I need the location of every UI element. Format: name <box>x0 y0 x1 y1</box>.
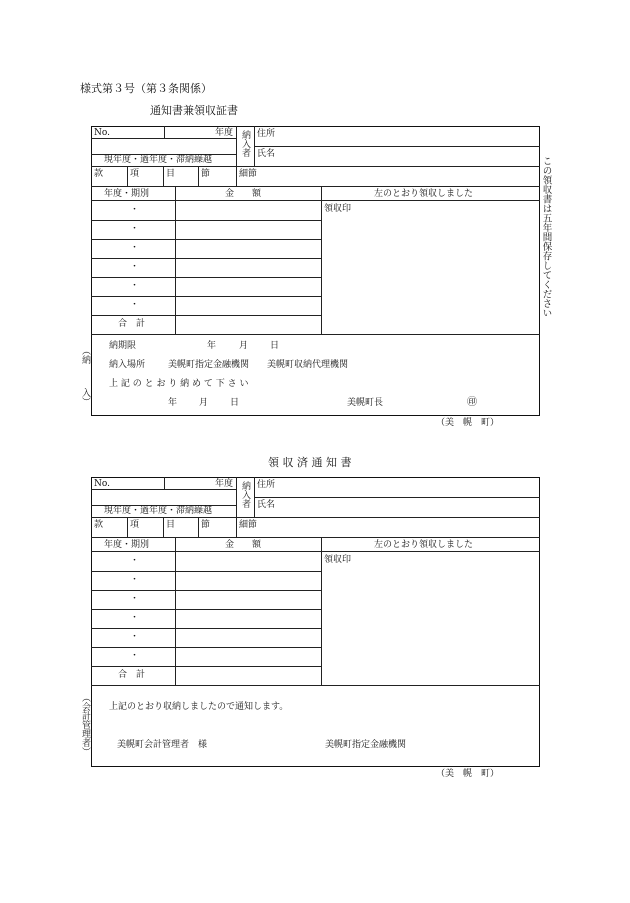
s1-payment-place-label: 納入場所 <box>109 360 146 370</box>
s2-year-type-label: 現年度・過年度・滞納繰越 <box>104 506 213 516</box>
s2-payer-label: 納入者 <box>240 481 250 508</box>
s1-mayor: 美幌町長 <box>347 398 384 408</box>
s1-footer: （美 幌 町） <box>436 418 500 428</box>
s1-row-dot: ・ <box>130 300 140 310</box>
s2-notice-text: 上記のとおり収納しましたので通知します。 <box>109 702 289 712</box>
s1-date-day: 日 <box>230 398 240 408</box>
s2-row-dot: ・ <box>130 594 140 604</box>
s1-row-dot: ・ <box>130 281 140 291</box>
s2-row-dot: ・ <box>130 556 140 566</box>
s1-deadline-label: 納期限 <box>109 341 137 351</box>
section2-frame <box>91 477 540 767</box>
s1-kan-label: 款 <box>94 169 104 179</box>
s1-row-dot: ・ <box>130 243 140 253</box>
s2-col-receipt: 左のとおり領収しました <box>374 540 474 550</box>
s2-row-dot: ・ <box>130 613 140 623</box>
s2-col-amount: 金 額 <box>225 540 262 550</box>
s1-col-receipt: 左のとおり領収しました <box>374 189 474 199</box>
s1-row-dot: ・ <box>130 205 140 215</box>
s1-side-left-bottom: 入） <box>80 388 90 406</box>
section2-title: 領 収 済 通 知 書 <box>268 456 352 469</box>
s1-instruction: 上 記 の と お り 納 め て 下 さ い <box>109 379 249 389</box>
s2-kan-label: 款 <box>94 520 104 530</box>
s1-receipt-stamp-label: 領収印 <box>324 204 352 214</box>
s1-date-year: 年 <box>168 398 178 408</box>
s1-moku-label: 目 <box>166 169 176 179</box>
s1-payer-label: 納入者 <box>240 130 250 157</box>
s1-name-label: 氏名 <box>257 149 276 159</box>
s1-setsu-label: 節 <box>201 169 211 179</box>
s2-setsu-label: 節 <box>201 520 211 530</box>
s1-col-period: 年度・期別 <box>104 189 150 199</box>
s2-recipient: 美幌町会計管理者 様 <box>117 740 208 750</box>
s2-name-label: 氏名 <box>257 500 276 510</box>
s2-row-dot: ・ <box>130 575 140 585</box>
s2-fiscal-year-label: 年度 <box>215 479 234 489</box>
s1-kou-label: 項 <box>130 169 140 179</box>
s1-side-right-note: この領収書は五年間保存してください <box>540 156 552 318</box>
s2-footer: （美 幌 町） <box>436 769 500 779</box>
section1-frame <box>91 126 540 416</box>
s2-saisetsu-label: 細節 <box>239 520 258 530</box>
s1-date-month: 月 <box>199 398 209 408</box>
s1-no-label: No. <box>94 128 110 138</box>
s1-row-dot: ・ <box>130 262 140 272</box>
s2-address-label: 住所 <box>257 480 276 490</box>
s2-receipt-stamp-label: 領収印 <box>324 555 352 565</box>
s1-year-type-label: 現年度・過年度・滞納繰越 <box>104 155 213 165</box>
s1-saisetsu-label: 細節 <box>239 169 258 179</box>
s1-payment-place-1: 美幌町指定金融機関 <box>168 360 250 370</box>
s2-row-dot: ・ <box>130 632 140 642</box>
s1-col-amount: 金 額 <box>225 189 262 199</box>
s1-deadline-month: 月 <box>239 341 249 351</box>
s2-total-label: 合 計 <box>118 670 146 680</box>
s2-sender: 美幌町指定金融機関 <box>325 740 407 750</box>
s1-address-label: 住所 <box>257 129 276 139</box>
s1-seal: ㊞ <box>467 397 477 408</box>
s1-total-label: 合 計 <box>118 319 146 329</box>
s2-col-period: 年度・期別 <box>104 540 150 550</box>
s2-row-dot: ・ <box>130 651 140 661</box>
s1-deadline-year: 年 <box>207 341 217 351</box>
s2-kou-label: 項 <box>130 520 140 530</box>
s1-side-left-top: （納 <box>80 346 90 364</box>
s1-deadline-day: 日 <box>270 341 280 351</box>
s1-fiscal-year-label: 年度 <box>215 128 234 138</box>
s2-no-label: No. <box>94 479 110 489</box>
s1-payment-place-2: 美幌町収納代理機関 <box>267 360 349 370</box>
form-label: 様式第３号（第３条関係） <box>80 82 212 95</box>
s2-side-left: （会計管理者） <box>80 693 90 756</box>
s2-moku-label: 目 <box>166 520 176 530</box>
s1-row-dot: ・ <box>130 224 140 234</box>
section1-title: 通知書兼領収証書 <box>150 104 238 117</box>
